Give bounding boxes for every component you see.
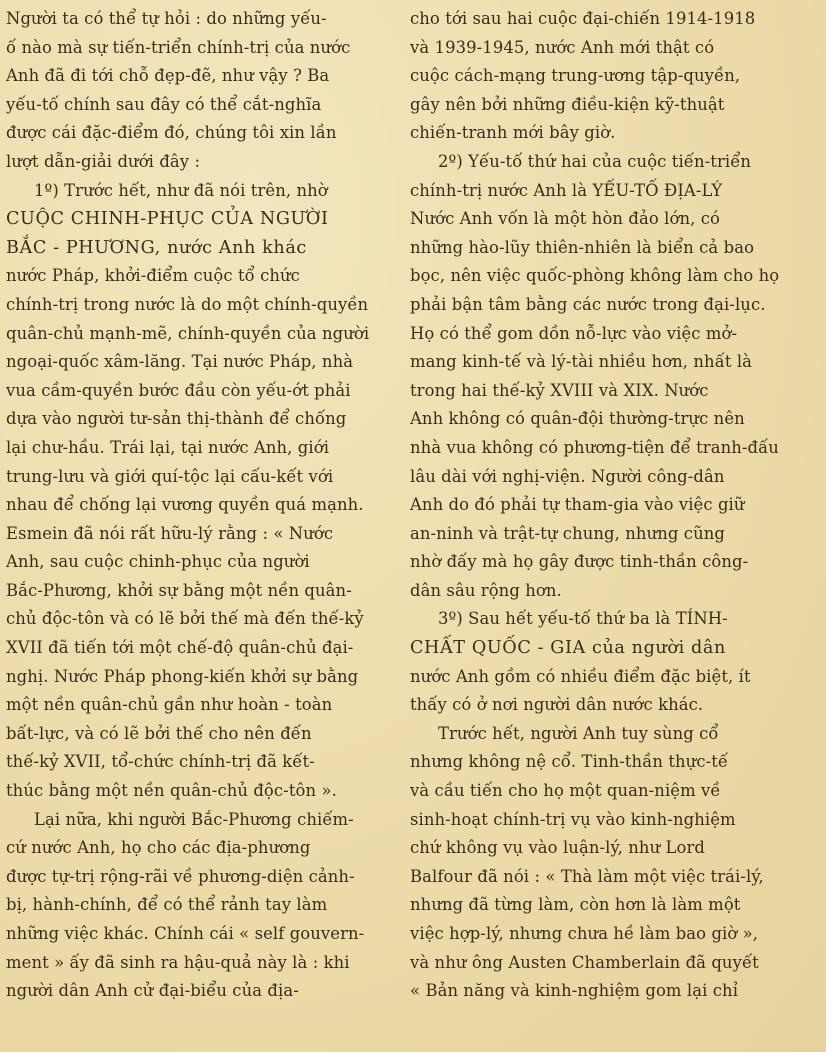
- text-line: bị, hành-chính, để có thể rảnh tay làm: [6, 895, 328, 915]
- text-line: BẮC - PHƯƠNG, nước Anh khác: [6, 237, 307, 258]
- text-line: ment » ấy đã sinh ra hậu-quả này là : khi: [6, 952, 350, 972]
- text-line: nước Pháp, khởi-điểm cuộc tổ chức: [6, 266, 300, 286]
- text-line: vua cầm-quyền bước đầu còn yếu-ớt phải: [6, 380, 351, 400]
- text-line: Trước hết, người Anh tuy sùng cổ: [438, 723, 719, 743]
- text-line: Anh, sau cuộc chinh-phục của người: [6, 552, 310, 572]
- text-line: nhau để chống lại vương quyền quá mạnh.: [6, 495, 364, 515]
- text-line: lâu dài với nghị-viện. Người công-dân: [410, 466, 725, 486]
- text-line: trong hai thế-kỷ XVIII và XIX. Nước: [410, 380, 709, 400]
- text-line: Anh do đó phải tự tham-gia vào việc giữ: [410, 495, 745, 515]
- text-line: một nền quân-chủ gần như hoàn - toàn: [6, 695, 333, 715]
- text-line: 2º) Yếu-tố thứ hai của cuộc tiến-triển: [438, 151, 752, 171]
- left-text-column: [0, 0, 396, 1052]
- text-line: dựa vào người tư-sản thị-thành để chống: [6, 409, 347, 429]
- text-line: cuộc cách-mạng trung-ương tập-quyền,: [410, 66, 741, 86]
- text-line: chính-trị trong nước là do một chính-quyền: [6, 294, 369, 314]
- text-line: bọc, nên việc quốc-phòng không làm cho họ: [410, 266, 780, 286]
- text-line: CUỘC CHINH-PHỤC CỦA NGƯỜI: [6, 209, 329, 230]
- text-line: Nước Anh vốn là một hòn đảo lớn, có: [410, 209, 720, 229]
- text-line: nước Anh gồm có nhiều điểm đặc biệt, ít: [410, 666, 751, 686]
- text-line: được cái đặc-điểm đó, chúng tôi xin lần: [6, 123, 337, 143]
- text-line: quân-chủ mạnh-mẽ, chính-quyền của người: [6, 323, 370, 343]
- text-line: nhưng không nệ cổ. Tinh-thần thực-tế: [410, 752, 729, 772]
- text-line: Anh đã đi tới chỗ đẹp-đẽ, như vậy ? Ba: [6, 66, 330, 86]
- text-line: nhờ đấy mà họ gây được tinh-thần công-: [410, 552, 749, 572]
- text-line: bất-lực, và có lẽ bởi thế cho nên đến: [6, 723, 312, 743]
- text-line: được tự-trị rộng-rãi về phương-diện cảnh-: [6, 866, 355, 886]
- text-line: Họ có thể gom dồn nỗ-lực vào việc mở-: [410, 323, 738, 343]
- text-line: Balfour đã nói : « Thà làm một việc trái-lý,: [410, 866, 764, 886]
- text-line: cho tới sau hai cuộc đại-chiến 1914-1918: [410, 9, 756, 28]
- text-line: dân sâu rộng hơn.: [410, 580, 562, 600]
- text-line: Esmein đã nói rất hữu-lý rằng : « Nước: [6, 523, 334, 543]
- text-line: chiến-tranh mới bây giờ.: [410, 123, 616, 143]
- text-line: những hào-lũy thiên-nhiên là biển cả bao: [410, 237, 755, 257]
- text-line: nhà vua không có phương-tiện để tranh-đấu: [410, 437, 779, 457]
- text-line: « Bản năng và kinh-nghiệm gom lại chỉ: [410, 981, 739, 1001]
- text-line: thấy có ở nơi người dân nước khác.: [410, 695, 704, 715]
- text-line: Bắc-Phương, khởi sự bằng một nền quân-: [6, 580, 352, 600]
- text-line: chủ độc-tôn và có lẽ bởi thế mà đến thế-kỷ: [6, 609, 364, 629]
- right-text-column: [404, 0, 826, 1052]
- text-line: 3º) Sau hết yếu-tố thứ ba là TÍNH-: [438, 609, 728, 629]
- text-line: chứ không vụ vào luận-lý, như Lord: [410, 838, 706, 858]
- text-line: nhưng đã từng làm, còn hơn là làm một: [410, 895, 741, 915]
- text-line: XVII đã tiến tới một chế-độ quân-chủ đại-: [6, 638, 354, 658]
- text-line: lại chư-hầu. Trái lại, tại nước Anh, giới: [6, 437, 330, 457]
- text-line: Lại nữa, khi người Bắc-Phương chiếm-: [34, 809, 354, 829]
- text-line: nghị. Nước Pháp phong-kiến khởi sự bằng: [6, 666, 359, 686]
- text-line: lượt dẫn-giải dưới đây :: [6, 151, 201, 171]
- text-line: phải bận tâm bằng các nước trong đại-lục.: [410, 294, 766, 314]
- text-line: Người ta có thể tự hỏi : do những yếu-: [6, 9, 327, 28]
- text-line: sinh-hoạt chính-trị vụ vào kinh-nghiệm: [410, 809, 736, 829]
- text-line: cứ nước Anh, họ cho các địa-phương: [6, 838, 311, 858]
- text-line: ố nào mà sự tiến-triển chính-trị của nước: [6, 37, 351, 57]
- text-line: 1º) Trước hết, như đã nói trên, nhờ: [34, 180, 328, 200]
- text-line: Anh không có quân-đội thường-trực nên: [410, 409, 745, 429]
- text-line: và như ông Austen Chamberlain đã quyết: [410, 952, 759, 972]
- text-line: việc hợp-lý, nhưng chưa hề làm bao giờ »,: [410, 924, 759, 943]
- text-line: thúc bằng một nền quân-chủ độc-tôn ».: [6, 781, 337, 801]
- text-line: và cầu tiến cho họ một quan-niệm về: [410, 781, 721, 801]
- text-line: và 1939-1945, nước Anh mới thật có: [410, 37, 715, 57]
- text-line: những việc khác. Chính cái « self gouvern-: [6, 924, 365, 943]
- text-line: gây nên bởi những điều-kiện kỹ-thuật: [410, 94, 725, 114]
- text-line: yếu-tố chính sau đây có thể cắt-nghĩa: [6, 94, 322, 114]
- text-line: ngoại-quốc xâm-lăng. Tại nước Pháp, nhà: [6, 352, 354, 372]
- text-line: an-ninh và trật-tự chung, nhưng cũng: [410, 523, 725, 543]
- text-line: mang kinh-tế và lý-tài nhiều hơn, nhất là: [410, 352, 753, 372]
- text-line: chính-trị nước Anh là YẾU-TỐ ĐỊA-LÝ: [410, 180, 723, 200]
- text-line: CHẤT QUỐC - GIA của người dân: [410, 638, 726, 659]
- text-line: người dân Anh cử đại-biểu của địa-: [6, 981, 299, 1001]
- text-line: trung-lưu và giới quí-tộc lại cấu-kết với: [6, 466, 334, 486]
- text-line: thế-kỷ XVII, tổ-chức chính-trị đã kết-: [6, 752, 315, 772]
